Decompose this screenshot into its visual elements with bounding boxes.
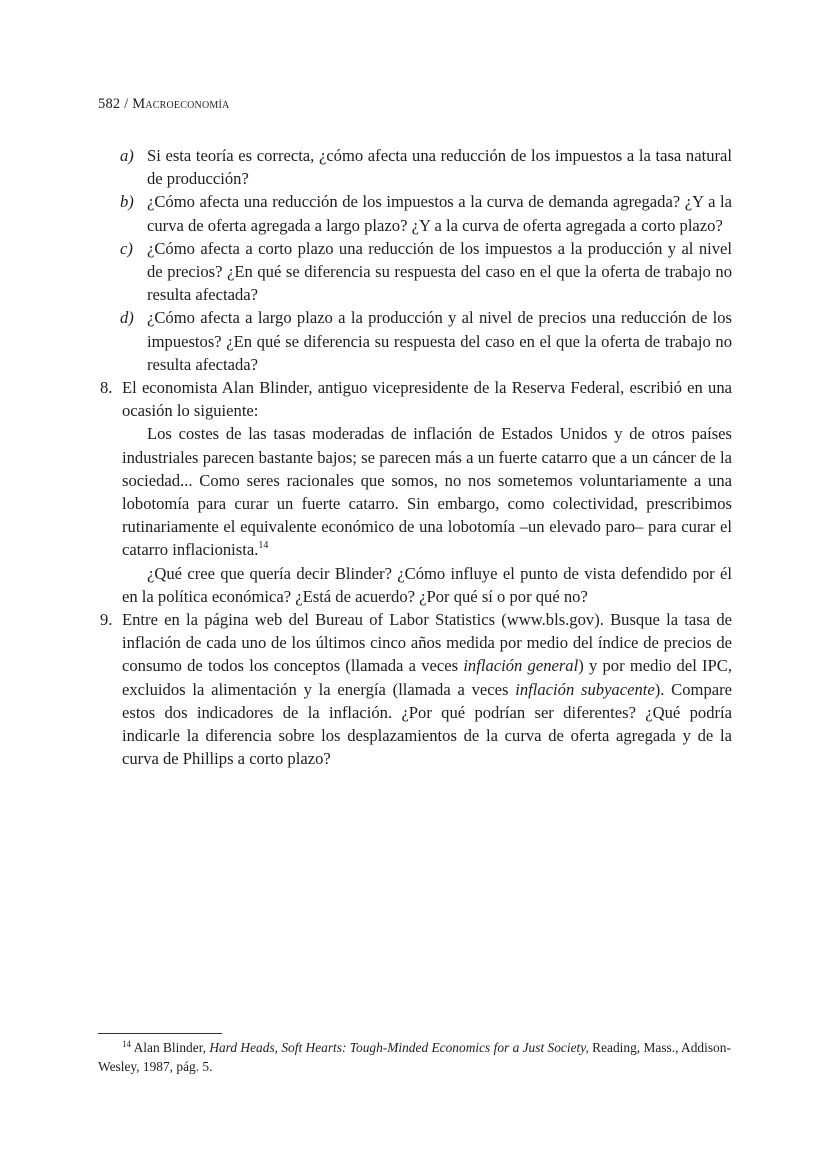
- question-8-prompt: ¿Qué cree que quería decir Blinder? ¿Cómo influye el punto de vista defendido por él en la política económica? ¿Está de acuerdo? ¿Por qué sí o por qué no?: [122, 563, 732, 606]
- book-title: Hard Heads, Soft Hearts: Tough-Minded Economics for a Just Society,: [209, 1040, 589, 1055]
- running-header: 582 / Macroeconomía: [98, 96, 230, 112]
- footnote-14: $^{14}$ Alan Blinder, Hard Heads, Soft Hearts: Tough-Minded Economics for a Just Society, Reading, Mass., Addison-Wesley, 1987, pág. 5.: [98, 1039, 731, 1074]
- subquestion-b: b) ¿Cómo afecta una reducción de los impuestos a la curva de demanda agregada? ¿Y a la curva de oferta agregada a largo plazo? ¿Y a la curva de oferta agregada a corto plazo?: [120, 192, 732, 235]
- blinder-quote: Los costes de las tasas moderadas de inflación de Estados Unidos y de otros países industriales parecen bastante bajos; se parecen más a un fuerte catarro que a un cáncer de la sociedad... Como seres racionales que somos, no nos sometemos voluntariamente a una lobotomía para curar un fuerte catarro. Sin embargo, como colectividad, prescribimos rutinariamente el equivalente económico de una lobotomía –un elevado paro– para curar el catarro inflacionista.$^{14}$: [122, 424, 732, 560]
- page-body: [98, 144, 732, 770]
- question-8: 8. El economista Alan Blinder, antiguo vicepresidente de la Reserva Federal, escribió en una ocasión lo siguiente:: [100, 378, 732, 421]
- subquestion-a: a) Si esta teoría es correcta, ¿cómo afecta una reducción de los impuestos a la tasa natural de producción?: [120, 146, 732, 189]
- section-title: Macroeconomía: [132, 96, 230, 112]
- subquestion-d: d) ¿Cómo afecta a largo plazo a la producción y al nivel de precios una reducción de los impuestos? ¿En qué se diferencia su respuesta del caso en el que la oferta de trabajo no resulta afectada?: [120, 308, 732, 374]
- footnote-rule: [98, 1033, 222, 1034]
- page-number: 582: [98, 96, 121, 112]
- question-9: 9. Entre en la página web del Bureau of Labor Statistics (www.bls.gov). Busque la tasa de inflación de cada uno de los últimos cinco años medida por medio del índice de precios de consumo de todos los conceptos (llamada a veces inflación general) y por medio del IPC, excluidos la alimentación y la energía (llamada a veces inflación subyacente). Compare estos dos indicadores de la inflación. ¿Por qué podrían ser diferentes? ¿Qué podría indicarle la diferencia sobre los desplazamientos de la curva de oferta agregada y de la curva de Phillips a corto plazo?: [100, 610, 733, 769]
- subquestion-c: c) ¿Cómo afecta a corto plazo una reducción de los impuestos a la producción y al nivel de precios? ¿En qué se diferencia su respuesta del caso en el que la oferta de trabajo no resulta afectada?: [120, 238, 732, 305]
- footnote-ref[interactable]: 14: [258, 540, 269, 552]
